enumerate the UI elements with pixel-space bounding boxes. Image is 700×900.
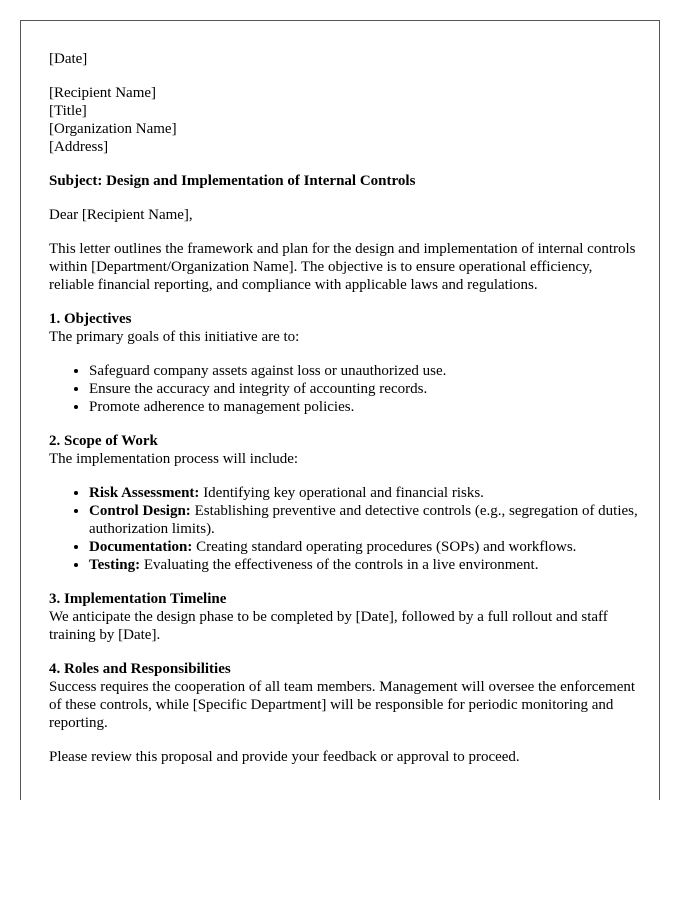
section-heading-objectives: 1. Objectives xyxy=(49,311,132,327)
section-heading-roles: 4. Roles and Responsibilities xyxy=(49,661,231,677)
recipient-address: [Address] xyxy=(49,139,109,155)
recipient-title: [Title] xyxy=(49,103,87,119)
list-item: • Safeguard company assets against loss or unauthorized use. xyxy=(89,362,639,380)
list-item xyxy=(89,484,639,502)
section-timeline xyxy=(49,590,639,644)
scope-list xyxy=(49,484,639,574)
letter-date: [Date] xyxy=(49,51,88,67)
list-item-text: Evaluating the effectiveness of the controls in a live environment. xyxy=(140,557,539,573)
letter-page xyxy=(20,20,660,800)
letter-content xyxy=(49,50,639,782)
objectives-list xyxy=(49,362,639,416)
list-item-term: Testing: xyxy=(89,557,141,573)
list-item-text: Establishing preventive and detective controls (e.g., segregation of duties, authorization limits). xyxy=(89,503,638,537)
intro-paragraph: This letter outlines the framework and plan for the design and implementation of internal controls within [Department/Organization Name]. The objective is to ensure operational efficiency, reliable financial reporting, and compliance with applicable laws and regulations. xyxy=(49,241,636,293)
section-heading-scope: 2. Scope of Work xyxy=(49,433,158,449)
roles-text: Success requires the cooperation of all team members. Management will oversee the enforcement of these controls, while [Specific Department] will be responsible for periodic monitoring and reporting. xyxy=(49,679,636,731)
section-heading-timeline: 3. Implementation Timeline xyxy=(49,591,227,607)
closing-paragraph: Please review this proposal and provide your feedback or approval to proceed. xyxy=(49,749,520,765)
subject-line: Subject: Design and Implementation of Internal Controls xyxy=(49,173,416,189)
list-item xyxy=(89,556,639,574)
list-item-text: Identifying key operational and financial risks. xyxy=(199,485,484,501)
list-item-term: Control Design: xyxy=(89,503,191,519)
list-item-text: Creating standard operating procedures (SOPs) and workflows. xyxy=(192,539,577,555)
section-scope xyxy=(49,432,639,468)
salutation: Dear [Recipient Name], xyxy=(49,207,193,223)
list-item-term: Risk Assessment: xyxy=(89,485,200,501)
section-objectives xyxy=(49,310,639,346)
recipient-organization: [Organization Name] xyxy=(49,121,177,137)
list-item: • Ensure the accuracy and integrity of accounting records. xyxy=(89,380,639,398)
timeline-text: We anticipate the design phase to be completed by [Date], followed by a full rollout and staff training by [Date]. xyxy=(49,609,608,643)
scope-lead: The implementation process will include: xyxy=(49,451,299,467)
list-item-term: Documentation: xyxy=(89,539,193,555)
objectives-lead: The primary goals of this initiative are to: xyxy=(49,329,300,345)
list-item xyxy=(89,502,639,538)
recipient-name: [Recipient Name] xyxy=(49,85,157,101)
recipient-block xyxy=(49,84,639,156)
section-roles xyxy=(49,660,639,732)
list-item: • Promote adherence to management policies. xyxy=(89,398,639,416)
list-item xyxy=(89,538,639,556)
